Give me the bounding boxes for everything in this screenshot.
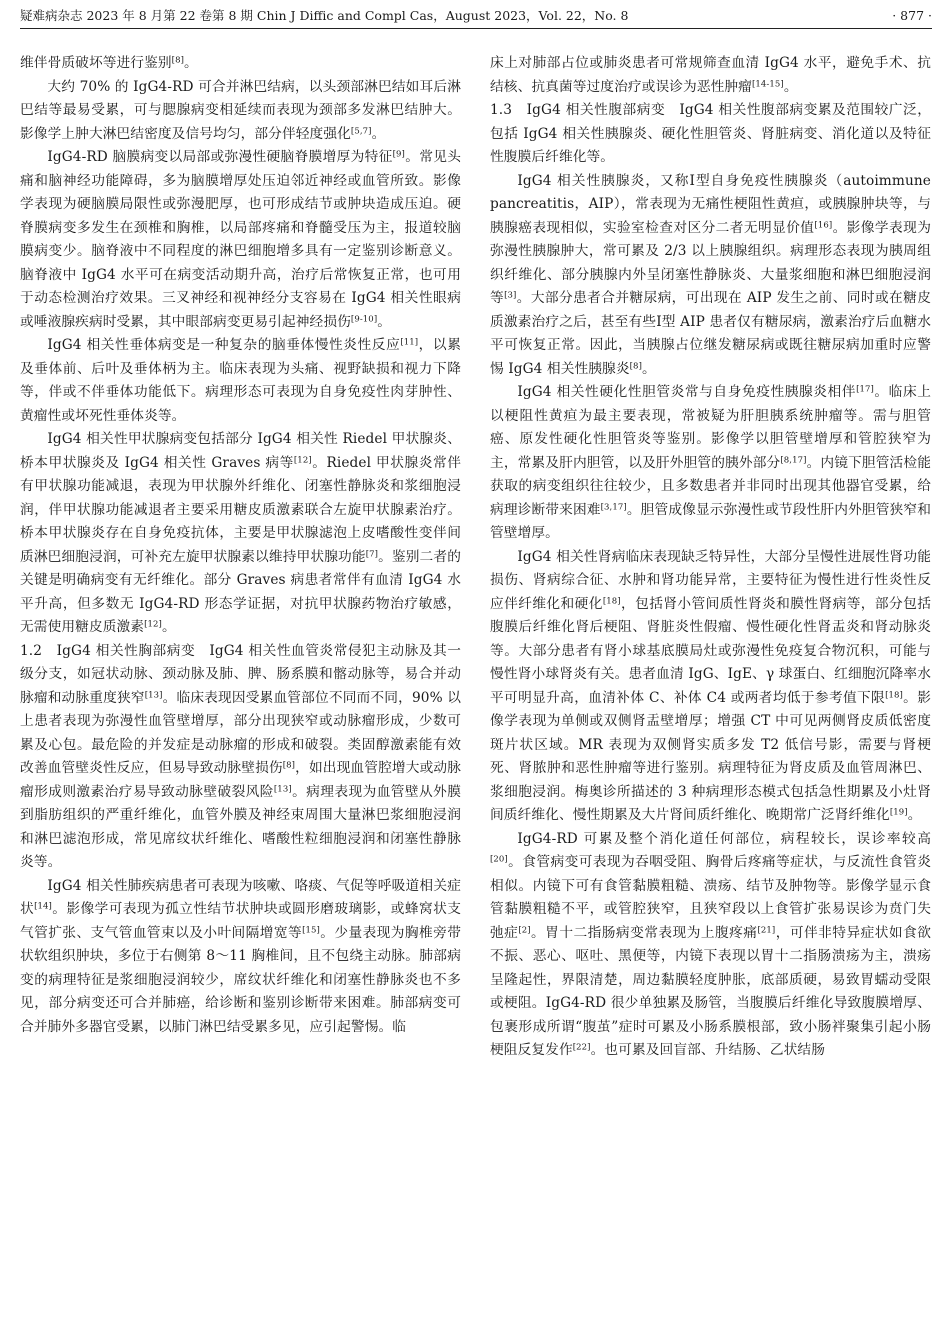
body-paragraph xyxy=(20,875,461,1040)
text-run: 大约 70% 的 IgG4-RD 可合并淋巴结病，以头颈部淋巴结如耳后淋巴结等最易受累，可与腮腺病变相延续而表现为颈部多发淋巴结肿大。影像学上肿大淋巴结密度及信号均匀，部分伴轻度强化 xyxy=(20,78,461,142)
citation-ref: [19] xyxy=(889,807,908,818)
text-run: 1.2 IgG4 相关性胸部病变 IgG4 相关性血管炎常侵犯主动脉及其一级分支，如冠状动脉、颈动脉及肺、脾、肠系膜和髂动脉等，易合并动脉瘤和动脉重度狭窄 xyxy=(20,642,461,706)
body-paragraph xyxy=(490,381,931,546)
citation-ref: [14] xyxy=(34,901,52,912)
citation-ref: [17] xyxy=(856,384,874,395)
text-run: 。影像学可表现为孤立性结节状肿块或圆形磨玻璃影，或蜂窝状支气管扩张、支气管血管束以及小叶间隔增宽等 xyxy=(20,901,461,941)
section-paragraph xyxy=(490,99,931,170)
body-paragraph xyxy=(20,428,461,640)
text-run: 。 xyxy=(184,55,198,71)
text-run: IgG4 相关性肺疾病患者可表现为咳嗽、咯痰、气促等呼吸道相关症状 xyxy=(20,877,461,917)
citation-ref: [11] xyxy=(400,337,419,348)
body-paragraph xyxy=(490,828,931,1063)
text-run: 。临床上以梗阻性黄疸为最主要表现，常被疑为肝胆胰系统肿瘤等。需与胆管癌、原发性硬化性胆管炎等鉴别。影像学以胆管壁增厚和管腔狭窄为主，常累及肝内胆管，以及肝外胆管的胰外部分 xyxy=(490,384,931,471)
citation-ref: [21] xyxy=(757,924,776,935)
text-run: 。食管病变可表现为吞咽受阻、胸骨后疼痛等症状，与反流性食管炎相似。内镜下可有食管黏膜粗糙、溃疡、结节及肿物等。影像学显示食管黏膜粗糙不平，或管腔狭窄，且狭窄段以上食管扩张易误诊为贲门失弛症 xyxy=(490,854,931,941)
text-run: IgG4-RD 脑膜病变以局部或弥漫性硬脑脊膜增厚为特征 xyxy=(47,149,393,165)
text-run: 。 xyxy=(161,619,176,635)
body-paragraph xyxy=(20,52,461,76)
right-column xyxy=(490,52,931,1327)
text-run: 。胆管成像显示弥漫性或节段性肝内外胆管狭窄和管壁增厚。 xyxy=(490,501,931,541)
text-run: 。影像学表现为弥漫性胰腺肿大，常可累及 2/3 以上胰腺组织。病理形态表现为胰周组织纤维化、部分胰腺内外呈闭塞性静脉炎、大量浆细胞和淋巴细胞浸润等 xyxy=(490,219,931,306)
citation-ref: [14-15] xyxy=(751,78,784,89)
citation-ref: [16] xyxy=(814,219,833,230)
text-run: 维伴骨质破坏等进行鉴别 xyxy=(20,55,172,71)
page-number: · 877 · xyxy=(892,8,932,23)
citation-ref: [13] xyxy=(273,783,292,794)
text-run: 。病理表现为血管壁从外膜到脂肪组织的严重纤维化，血管外膜及神经束周围大量淋巴浆细胞浸润和淋巴滤泡形成，常见席纹状纤维化、嗜酸性粒细胞浸润和闭塞性静脉炎等。 xyxy=(20,783,461,870)
text-run: 床上对肺部占位或肺炎患者可常规筛查血清 IgG4 水平，避免手术、抗结核、抗真菌等过度治疗或误诊为恶性肿瘤 xyxy=(490,55,931,95)
text-run: ，以累及垂体前、后叶及垂体柄为主。临床表现为头痛、视野缺损和视力下降等，伴或不伴垂体功能低下。病理形态可表现为自身免疫性肉芽肿性、黄瘤性或坏死性垂体炎等。 xyxy=(20,337,461,424)
body-paragraph xyxy=(20,76,461,147)
citation-ref: [15] xyxy=(302,924,320,935)
text-run: 。Riedel 甲状腺炎常伴有甲状腺功能减退，表现为甲状腺外纤维化、闭塞性静脉炎和浆细胞浸润，伴甲状腺功能减退者主要采用糖皮质激素联合左旋甲状腺素治疗。桥本甲状腺炎存在自身免疫抗体，主要是甲状腺滤泡上皮嗜酸性变伴间质淋巴细胞浸润，可补充左旋甲状腺素以维持甲状腺功能 xyxy=(20,454,461,565)
citation-ref: [18] xyxy=(602,595,621,606)
citation-ref: [12] xyxy=(293,454,312,465)
text-run: 。也可累及回盲部、升结肠、乙状结肠 xyxy=(590,1042,825,1058)
section-paragraph xyxy=(20,640,461,875)
body-paragraph xyxy=(490,52,931,99)
body-paragraph xyxy=(490,170,931,382)
text-run: 。 xyxy=(371,125,386,142)
text-run: 。 xyxy=(783,78,798,95)
citation-ref: [9-10] xyxy=(350,313,378,324)
text-run: IgG4 相关性肾病临床表现缺乏特异性，大部分呈慢性进展性肾功能损伤、肾病综合征、水肿和肾功能异常，主要特征为慢性进行性炎性反应伴纤维化和硬化 xyxy=(490,548,931,612)
text-run: ，包括肾小管间质性肾炎和膜性肾病等，部分包括腹膜后纤维化肾后梗阻、肾脏炎性假瘤、慢性硬化性肾盂炎和肾动脉炎等。大部分患者有肾小球基底膜局灶或弥漫性免疫复合物沉积，可能与慢性肾小球肾炎有关。患者血清 IgG、IgE、γ 球蛋白、红细胞沉降率水平可明显升高，血清补体 C、补体 C4 或两者均低于参考值下限 xyxy=(490,595,931,706)
text-run: IgG4-RD 可累及整个消化道任何部位，病程较长，误诊率较高 xyxy=(517,830,931,847)
body-paragraph xyxy=(20,334,461,428)
text-run: IgG4 相关性硬化性胆管炎常与自身免疫性胰腺炎相伴 xyxy=(517,384,857,400)
citation-ref: [5,7] xyxy=(350,125,372,136)
text-run: IgG4 相关性甲状腺病变包括部分 IgG4 相关性 Riedel 甲状腺炎、桥本甲状腺炎及 IgG4 相关性 Graves 病等 xyxy=(20,431,461,471)
citation-ref: [8] xyxy=(629,360,642,371)
text-run: 。临床表现因受累血管部位不同而不同，90% 以上患者表现为弥漫性血管壁增厚，部分出现狭窄或动脉瘤形成，少数可累及心包。最危险的并发症是动脉瘤的形成和破裂。类固醇激素能有效改善血管壁炎性反应，但易导致动脉壁损伤 xyxy=(20,689,461,776)
text-run: 。影像学表现为单侧或双侧肾盂壁增厚；增强 CT 中可见两侧肾皮质低密度斑片状区域。MR 表现为双侧肾实质多发 T2 低信号影，需要与肾梗死、肾脓肿和恶性肿瘤等进行鉴别。病理特征为肾皮质及血管周淋巴、浆细胞浸润。梅奥诊所描述的 3 种病理形态模式包括急性期累及小灶肾间质纤维化、慢性期累及大片肾间质纤维化、晚期常广泛肾纤维化 xyxy=(490,689,931,823)
citation-ref: [9] xyxy=(392,149,405,160)
text-run: 。 xyxy=(641,360,656,377)
text-run: ，如出现血管腔增大或动脉瘤形成则激素治疗易导致动脉壁破裂风险 xyxy=(20,760,461,800)
citation-ref: [8] xyxy=(282,760,296,771)
text-run: 。大部分患者合并糖尿病，可出现在 AIP 发生之前、同时或在糖皮质激素治疗之后，甚至有些Ⅰ型 AIP 患者仅有糖尿病，激素治疗后血糖水平可恢复正常。因此，当胰腺占位继发糖尿病或既往糖尿病加重时应警惕 IgG4 相关性胰腺炎 xyxy=(490,290,931,377)
text-run: 。 xyxy=(377,313,392,330)
body-paragraph xyxy=(20,146,461,334)
citation-ref: [8,17] xyxy=(780,454,807,465)
citation-ref: [12] xyxy=(144,619,162,630)
text-run: 。胃十二指肠病变常表现为上腹疼痛 xyxy=(530,924,758,941)
text-run: 。常见头痛和脑神经功能障碍，多为脑膜增厚处压迫邻近神经或血管所致。影像学表现为硬脑膜局限性或弥漫肥厚，也可形成结节或肿块造成压迫。硬脊膜病变多发生在颈椎和胸椎，以局部疼痛和脊髓受压为主，报道较脑膜病变少。脑脊液中不同程度的淋巴细胞增多具有一定鉴别诊断意义。脑脊液中 IgG4 水平可在病变活动期升高，治疗后常恢复正常，也可用于动态检测治疗效果。三叉神经和视神经分支容易在 IgG4 相关性眼病或唾液腺疾病时受累，其中眼部病变更易引起神经损伤 xyxy=(20,149,461,330)
text-run: IgG4 相关性胰腺炎，又称Ⅰ型自身免疫性胰腺炎（autoimmune pancreatitis，AIP），常表现为无痛性梗阻性黄疸，或胰腺肿块等，与胰腺癌表现相似，实验室检查对区分二者无明显价值 xyxy=(490,172,931,236)
citation-ref: [7] xyxy=(365,548,379,559)
citation-ref: [18] xyxy=(885,689,903,700)
body-paragraph xyxy=(490,546,931,828)
citation-ref: [20] xyxy=(490,854,508,865)
citation-ref: [3] xyxy=(504,290,517,301)
text-run: 。内镜下胆管活检能获取的病变组织往往较少，且多数患者并非同时出现其他器官受累，给病理诊断带来困难 xyxy=(490,454,931,518)
text-run: 。 xyxy=(907,807,922,823)
text-run: 。鉴别二者的关键是明确病变有无纤维化。部分 Graves 病患者常伴有血清 IgG4 水平升高，但多数无 IgG4-RD 形态学证据，对抗甲状腺药物治疗敏感，无需使用糖皮质激素 xyxy=(20,548,461,635)
text-run: IgG4 相关性垂体病变是一种复杂的脑垂体慢性炎性反应 xyxy=(47,337,401,353)
text-run: 1.3 IgG4 相关性腹部病变 IgG4 相关性腹部病变累及范围较广泛，包括 IgG4 相关性胰腺炎、硬化性胆管炎、肾脏病变、消化道以及特征性腹膜后纤维化等。 xyxy=(490,102,931,165)
left-column xyxy=(20,52,461,1327)
journal-citation: 疑难病杂志 2023 年 8 月第 22 卷第 8 期 Chin J Diffic and Compl Cas，August 2023，Vol. 22，No. 8 xyxy=(20,8,629,23)
text-run: ，可伴非特异症状如食欲不振、恶心、呕吐、黑便等，内镜下表现以胃十二指肠溃疡为主，溃疡呈隆起性，界限清楚，周边黏膜轻度肿胀，底部质硬，易致胃蠕动受限或梗阻。IgG4-RD 很少单独累及肠管，当腹膜后纤维化导致腹膜增厚、包裹形成所谓“腹茧”症时可累及小肠系膜根部，致小肠袢聚集引起小肠梗阻反复发作 xyxy=(490,924,931,1058)
citation-ref: [8] xyxy=(171,55,185,66)
citation-ref: [3,17] xyxy=(600,501,627,512)
running-header xyxy=(20,6,932,29)
citation-ref: [2] xyxy=(518,924,531,935)
citation-ref: [13] xyxy=(144,689,163,700)
citation-ref: [22] xyxy=(572,1042,591,1053)
text-run: 。少量表现为胸椎旁带状软组织肿块，多位于右侧第 8～11 胸椎间，且不包绕主动脉。肺部病变的病理特征是浆细胞浸润较少，席纹状纤维化和闭塞性静脉炎也不多见，部分病变还可合并肺癌，给诊断和鉴别诊断带来困难。肺部病变可合并肺外多器官受累，以肺门淋巴结受累多见，应引起警惕。临 xyxy=(20,924,461,1035)
